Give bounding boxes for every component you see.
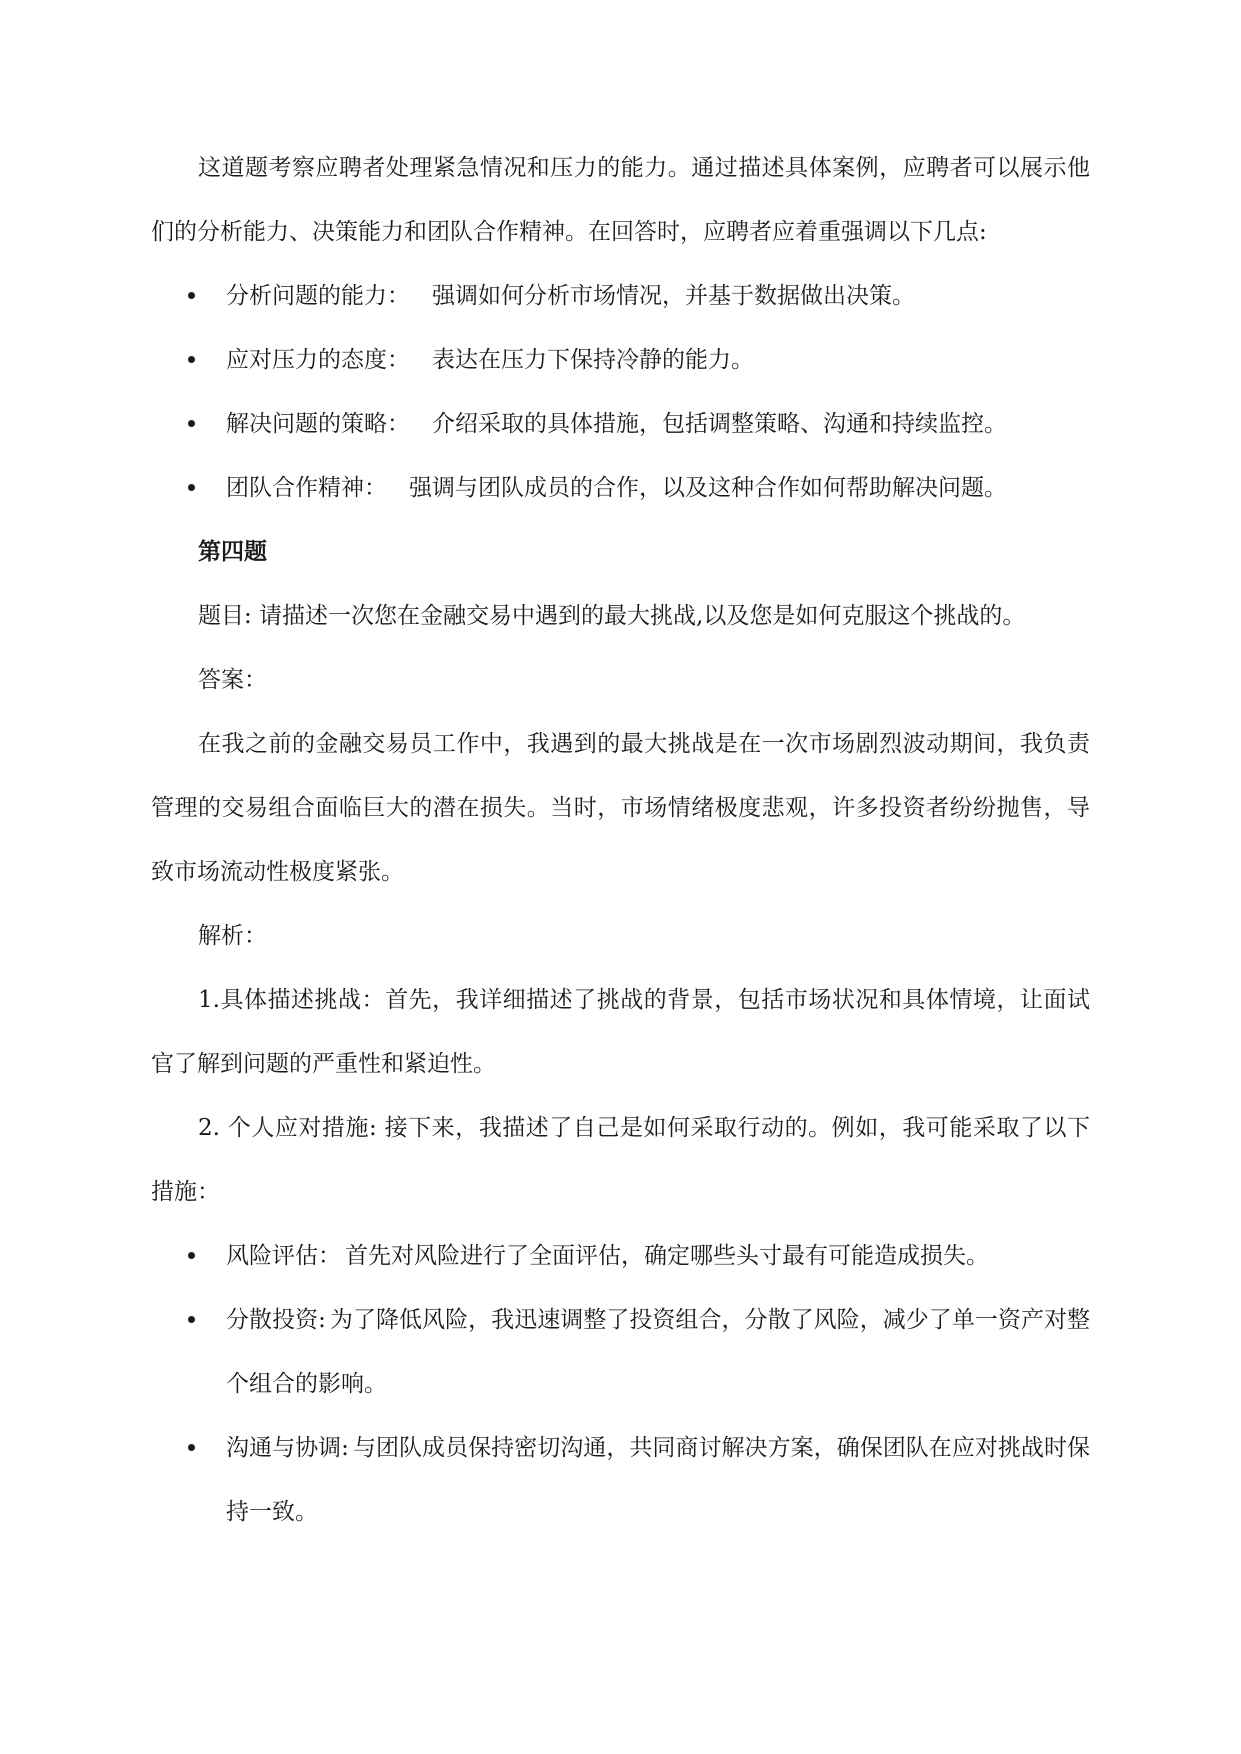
- answer-label: 答案：: [198, 667, 267, 693]
- list-item-label: 团队合作精神：: [226, 475, 387, 501]
- bullet-icon: [188, 356, 195, 363]
- list-item-text: 与团队成员保持密切沟通，共同商讨解决方案，确保团队在应对挑战时保持一致。: [226, 1435, 1091, 1525]
- list-item-label: 解决问题的策略：: [226, 411, 410, 437]
- list-item-text: 首先对风险进行了全面评估，确定哪些头寸最有可能造成损失。: [345, 1243, 989, 1269]
- list-item: [151, 328, 1090, 392]
- list-item-text: 介绍采取的具体措施，包括调整策略、沟通和持续监控。: [432, 411, 1007, 437]
- bullet-icon: [188, 484, 195, 491]
- list-item: [151, 456, 1090, 520]
- intro-bullet-list: [151, 264, 1090, 520]
- bullet-icon: [188, 292, 195, 299]
- list-item-text: 为了降低风险，我迅速调整了投资组合，分散了风险，减少了单一资产对整个组合的影响。: [226, 1307, 1091, 1397]
- answer-paragraph: 在我之前的金融交易员工作中，我遇到的最大挑战是在一次市场剧烈波动期间，我负责管理的交易组合面临巨大的潜在损失。当时，市场情绪极度悲观，许多投资者纷纷抛售，导致市场流动性极度紧张。: [151, 731, 1090, 885]
- bullet-icon: [188, 1444, 195, 1451]
- list-item-text: 强调如何分析市场情况，并基于数据做出决策。: [432, 283, 915, 309]
- section-heading: 第四题: [198, 538, 267, 565]
- bullet-icon: [188, 1252, 195, 1259]
- analysis-point-1: 1.具体描述挑战：首先，我详细描述了挑战的背景，包括市场状况和具体情境，让面试官了解到问题的严重性和紧迫性。: [151, 987, 1090, 1077]
- list-item: [151, 392, 1090, 456]
- bullet-icon: [188, 1316, 195, 1323]
- list-item-label: 风险评估：: [226, 1243, 341, 1269]
- list-item-text: 表达在压力下保持冷静的能力。: [432, 347, 754, 373]
- question-paragraph: 题目: 请描述一次您在金融交易中遇到的最大挑战,以及您是如何克服这个挑战的。: [198, 603, 1026, 629]
- measures-bullet-list: [151, 1224, 1090, 1544]
- list-item-text: 强调与团队成员的合作，以及这种合作如何帮助解决问题。: [409, 475, 1007, 501]
- document-body: [151, 136, 1090, 1544]
- list-item-label: 沟通与协调:: [226, 1435, 349, 1461]
- list-item-label: 分析问题的能力：: [226, 283, 410, 309]
- bullet-icon: [188, 420, 195, 427]
- list-item-label: 分散投资:: [226, 1307, 326, 1333]
- analysis-label: 解析：: [198, 923, 267, 949]
- list-item: [151, 1416, 1090, 1544]
- list-item: [151, 264, 1090, 328]
- list-item-label: 应对压力的态度：: [226, 347, 410, 373]
- analysis-point-2: 2. 个人应对措施: 接下来，我描述了自己是如何采取行动的。例如，我可能采取了以下措施：: [151, 1115, 1090, 1205]
- list-item: [151, 1288, 1090, 1416]
- list-item: [151, 1224, 1090, 1288]
- intro-paragraph: 这道题考察应聘者处理紧急情况和压力的能力。通过描述具体案例，应聘者可以展示他们的分析能力、决策能力和团队合作精神。在回答时，应聘者应着重强调以下几点:: [151, 155, 1090, 245]
